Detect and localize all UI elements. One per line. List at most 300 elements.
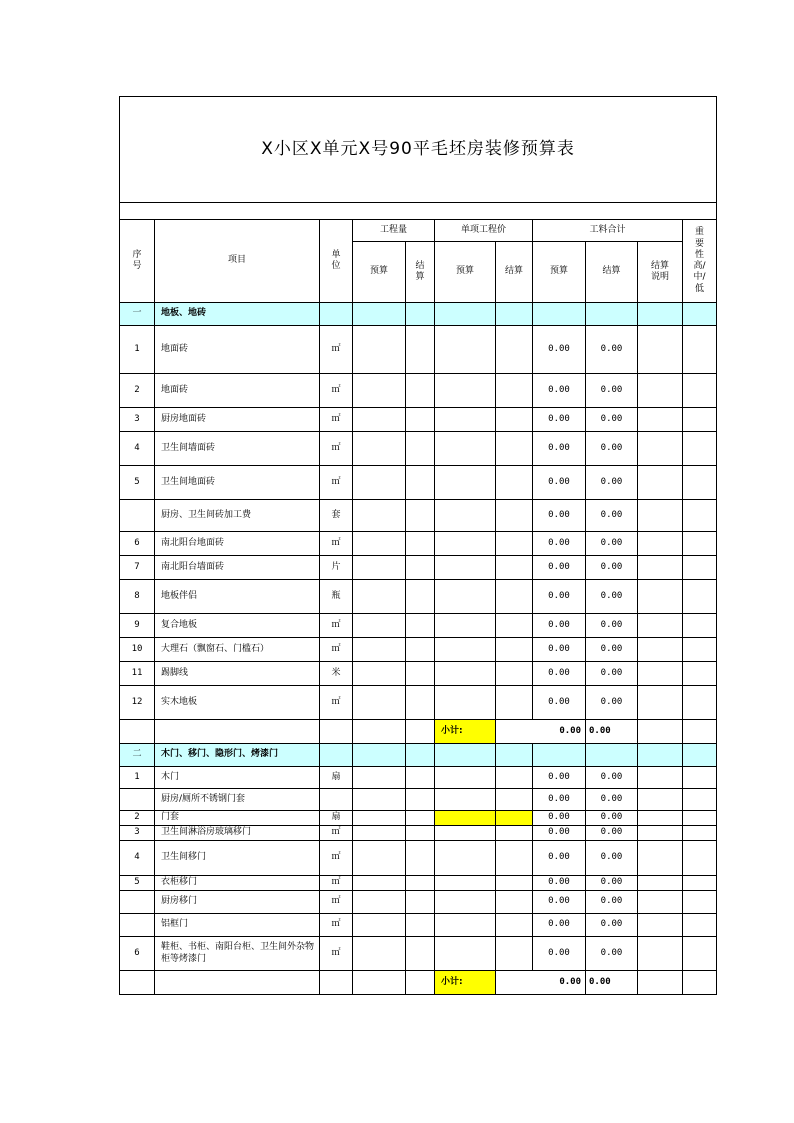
row-unit: 扇 [320,811,353,826]
qty-settle-cell[interactable] [406,326,435,374]
total-settle-cell: 0.00 [586,767,638,789]
qty-settle-cell[interactable] [406,500,435,532]
row-item: 复合地板 [155,614,320,638]
total-budget-cell: 0.00 [533,811,586,826]
table-row [120,937,717,971]
header-unit [320,220,353,303]
row-seq: 1 [120,326,155,374]
qty-settle-cell[interactable] [406,767,435,789]
settle-note-cell[interactable] [638,466,683,500]
subtotal-label: 小计: [435,971,496,995]
empty-cell [120,720,155,744]
row-seq: 7 [120,556,155,580]
qty-settle-cell[interactable] [406,532,435,556]
settle-note-cell[interactable] [638,500,683,532]
total-settle-cell: 0.00 [586,826,638,841]
qty-budget-cell[interactable] [353,686,406,720]
qty-settle-cell[interactable] [406,876,435,891]
importance-cell[interactable] [683,767,717,789]
total-budget-cell: 0.00 [533,580,586,614]
total-budget-cell: 0.00 [533,326,586,374]
row-unit: 套 [320,500,353,532]
price-budget-cell[interactable] [435,876,496,891]
price-budget-cell[interactable] [435,826,496,841]
price-settle-cell[interactable] [496,466,533,500]
qty-budget-cell[interactable] [353,500,406,532]
header-item: 项目 [155,220,320,303]
price-budget-cell[interactable] [435,326,496,374]
qty-budget-cell[interactable] [353,466,406,500]
total-budget-cell: 0.00 [533,662,586,686]
importance-cell[interactable] [683,532,717,556]
empty-cell [406,744,435,767]
price-settle-cell[interactable] [496,326,533,374]
price-settle-cell[interactable] [496,826,533,841]
importance-cell[interactable] [683,841,717,876]
header-settle-note-text: 结算 说明 [650,260,669,282]
empty-cell [496,744,533,767]
row-unit: ㎡ [320,891,353,914]
price-budget-cell[interactable] [435,686,496,720]
empty-cell [638,303,683,326]
qty-settle-cell[interactable] [406,432,435,466]
empty-cell [586,744,638,767]
row-unit: ㎡ [320,532,353,556]
settle-note-cell[interactable] [638,811,683,826]
section-name: 木门、移门、隐形门、烤漆门 [155,744,320,767]
importance-cell[interactable] [683,662,717,686]
qty-settle-cell[interactable] [406,841,435,876]
subtotal-row [120,971,717,995]
settle-note-cell[interactable] [638,532,683,556]
price-budget-cell[interactable] [435,500,496,532]
row-seq: 5 [120,876,155,891]
table-row [120,500,717,532]
qty-settle-cell[interactable] [406,556,435,580]
price-budget-cell[interactable] [435,891,496,914]
price-settle-cell[interactable] [496,891,533,914]
section-number: 一 [120,303,155,326]
row-seq [120,914,155,937]
row-item: 厨房/厕所不锈钢门套 [155,789,320,811]
section-header-row [120,744,717,767]
table-row [120,811,717,826]
row-seq [120,500,155,532]
qty-settle-cell[interactable] [406,811,435,826]
qty-budget-cell[interactable] [353,374,406,408]
qty-budget-cell[interactable] [353,789,406,811]
price-budget-cell[interactable] [435,662,496,686]
total-budget-cell: 0.00 [533,556,586,580]
qty-budget-cell[interactable] [353,408,406,432]
row-unit: ㎡ [320,686,353,720]
price-settle-cell[interactable] [496,432,533,466]
price-settle-cell[interactable] [496,374,533,408]
empty-cell [320,744,353,767]
total-settle-cell: 0.00 [586,408,638,432]
total-settle-cell: 0.00 [586,937,638,971]
empty-cell [320,971,353,995]
section-name: 地板、地砖 [155,303,320,326]
row-unit: 瓶 [320,580,353,614]
importance-cell[interactable] [683,326,717,374]
row-seq: 5 [120,466,155,500]
row-item: 踢脚线 [155,662,320,686]
row-item: 南北阳台地面砖 [155,532,320,556]
price-settle-cell[interactable] [496,686,533,720]
budget-table [119,96,717,995]
sheet-title: X小区X单元X号90平毛坯房装修预算表 [120,97,717,203]
price-settle-cell[interactable] [496,408,533,432]
total-settle-cell: 0.00 [586,686,638,720]
empty-cell [683,303,717,326]
row-seq [120,891,155,914]
qty-budget-cell[interactable] [353,937,406,971]
table-row [120,326,717,374]
settle-note-cell[interactable] [638,789,683,811]
qty-settle-cell[interactable] [406,374,435,408]
settle-note-cell[interactable] [638,614,683,638]
row-item: 卫生间墙面砖 [155,432,320,466]
importance-cell[interactable] [683,614,717,638]
total-budget-cell: 0.00 [533,374,586,408]
qty-budget-cell[interactable] [353,326,406,374]
total-budget-cell: 0.00 [533,638,586,662]
price-settle-cell[interactable] [496,500,533,532]
settle-note-cell[interactable] [638,891,683,914]
row-item: 卫生间淋浴房玻璃移门 [155,826,320,841]
price-budget-cell[interactable] [435,466,496,500]
importance-cell[interactable] [683,408,717,432]
settle-note-cell[interactable] [638,374,683,408]
total-settle-cell: 0.00 [586,556,638,580]
price-settle-cell[interactable] [496,532,533,556]
header-qty-settle [406,242,435,303]
qty-settle-cell[interactable] [406,580,435,614]
importance-cell[interactable] [683,914,717,937]
qty-settle-cell[interactable] [406,408,435,432]
empty-cell [638,744,683,767]
importance-cell[interactable] [683,638,717,662]
total-settle-cell: 0.00 [586,841,638,876]
empty-cell [533,744,586,767]
row-item: 厨房地面砖 [155,408,320,432]
empty-cell [320,303,353,326]
table-row [120,767,717,789]
qty-settle-cell[interactable] [406,662,435,686]
row-unit: ㎡ [320,841,353,876]
qty-budget-cell[interactable] [353,841,406,876]
row-unit: ㎡ [320,466,353,500]
settle-note-cell[interactable] [638,937,683,971]
row-item: 厨房移门 [155,891,320,914]
qty-budget-cell[interactable] [353,662,406,686]
empty-cell [435,303,496,326]
qty-settle-cell[interactable] [406,914,435,937]
price-budget-cell[interactable] [435,374,496,408]
empty-cell [353,971,406,995]
qty-budget-cell[interactable] [353,767,406,789]
price-budget-cell[interactable] [435,914,496,937]
table-row [120,556,717,580]
importance-cell[interactable] [683,500,717,532]
importance-cell[interactable] [683,556,717,580]
price-budget-cell[interactable] [435,811,496,826]
qty-budget-cell[interactable] [353,432,406,466]
empty-cell [683,720,717,744]
empty-cell [353,744,406,767]
header-qty-budget: 预算 [353,242,406,303]
settle-note-cell[interactable] [638,767,683,789]
importance-cell[interactable] [683,826,717,841]
settle-note-cell[interactable] [638,408,683,432]
subtotal-budget: 0.00 [496,971,586,995]
empty-cell [353,303,406,326]
total-budget-cell: 0.00 [533,789,586,811]
price-settle-cell[interactable] [496,614,533,638]
row-seq: 2 [120,374,155,408]
qty-budget-cell[interactable] [353,532,406,556]
header-unit-price: 单项工程价 [435,220,533,242]
row-item: 门套 [155,811,320,826]
settle-note-cell[interactable] [638,580,683,614]
subtotal-settle: 0.00 [586,971,638,995]
price-budget-cell[interactable] [435,408,496,432]
total-budget-cell: 0.00 [533,466,586,500]
header-seq [120,220,155,303]
settle-note-cell[interactable] [638,662,683,686]
empty-cell [406,303,435,326]
price-settle-cell[interactable] [496,937,533,971]
importance-cell[interactable] [683,789,717,811]
total-budget-cell: 0.00 [533,826,586,841]
table-row [120,408,717,432]
table-row [120,789,717,811]
row-unit: ㎡ [320,914,353,937]
header-settle-note [638,242,683,303]
qty-settle-cell[interactable] [406,891,435,914]
price-budget-cell[interactable] [435,789,496,811]
qty-settle-cell[interactable] [406,937,435,971]
table-row [120,841,717,876]
empty-cell [683,971,717,995]
row-item: 地面砖 [155,374,320,408]
price-settle-cell[interactable] [496,662,533,686]
total-budget-cell: 0.00 [533,937,586,971]
row-unit: ㎡ [320,937,353,971]
settle-note-cell[interactable] [638,432,683,466]
importance-cell[interactable] [683,811,717,826]
row-unit: 扇 [320,767,353,789]
qty-settle-cell[interactable] [406,686,435,720]
price-budget-cell[interactable] [435,432,496,466]
importance-cell[interactable] [683,937,717,971]
price-settle-cell[interactable] [496,841,533,876]
empty-cell [406,971,435,995]
price-settle-cell[interactable] [496,767,533,789]
settle-note-cell[interactable] [638,686,683,720]
price-settle-cell[interactable] [496,811,533,826]
total-settle-cell: 0.00 [586,662,638,686]
settle-note-cell[interactable] [638,556,683,580]
price-budget-cell[interactable] [435,841,496,876]
row-item: 鞋柜、书柜、南阳台柜、卫生间外杂物柜等烤漆门 [155,937,320,971]
table-row [120,374,717,408]
price-budget-cell[interactable] [435,532,496,556]
qty-budget-cell[interactable] [353,826,406,841]
header-importance [683,220,717,303]
row-unit [320,789,353,811]
importance-cell[interactable] [683,891,717,914]
settle-note-cell[interactable] [638,826,683,841]
total-settle-cell: 0.00 [586,891,638,914]
table-row [120,432,717,466]
total-settle-cell: 0.00 [586,811,638,826]
row-seq: 2 [120,811,155,826]
table-row [120,826,717,841]
total-budget-cell: 0.00 [533,532,586,556]
row-unit: ㎡ [320,826,353,841]
subtotal-label: 小计: [435,720,496,744]
settle-note-cell[interactable] [638,326,683,374]
subtotal-settle: 0.00 [586,720,638,744]
qty-settle-cell[interactable] [406,466,435,500]
total-settle-cell: 0.00 [586,432,638,466]
empty-cell [586,303,638,326]
empty-cell [320,720,353,744]
header-price-budget: 预算 [435,242,496,303]
empty-cell [533,303,586,326]
row-unit: 片 [320,556,353,580]
row-item: 卫生间移门 [155,841,320,876]
header-total-budget: 预算 [533,242,586,303]
table-row [120,891,717,914]
row-item: 卫生间地面砖 [155,466,320,500]
settle-note-cell[interactable] [638,638,683,662]
subtotal-row [120,720,717,744]
table-row [120,686,717,720]
header-unit-text: 单 位 [331,249,341,271]
total-settle-cell: 0.00 [586,789,638,811]
row-seq: 11 [120,662,155,686]
empty-cell [638,720,683,744]
qty-settle-cell[interactable] [406,826,435,841]
header-seq-text: 序 号 [132,249,142,271]
price-settle-cell[interactable] [496,789,533,811]
row-unit: ㎡ [320,408,353,432]
total-budget-cell: 0.00 [533,408,586,432]
qty-budget-cell[interactable] [353,811,406,826]
importance-cell[interactable] [683,686,717,720]
row-unit: ㎡ [320,638,353,662]
qty-budget-cell[interactable] [353,876,406,891]
price-settle-cell[interactable] [496,556,533,580]
total-budget-cell: 0.00 [533,914,586,937]
row-unit: ㎡ [320,374,353,408]
row-seq: 3 [120,408,155,432]
total-settle-cell: 0.00 [586,638,638,662]
empty-cell [435,744,496,767]
row-item: 南北阳台墙面砖 [155,556,320,580]
price-budget-cell[interactable] [435,937,496,971]
empty-cell [406,720,435,744]
row-seq: 4 [120,841,155,876]
price-budget-cell[interactable] [435,638,496,662]
total-budget-cell: 0.00 [533,432,586,466]
qty-settle-cell[interactable] [406,614,435,638]
price-budget-cell[interactable] [435,556,496,580]
empty-cell [683,744,717,767]
table-row [120,466,717,500]
row-item: 大理石（飘窗石、门槛石） [155,638,320,662]
price-settle-cell[interactable] [496,914,533,937]
table-row [120,638,717,662]
importance-cell[interactable] [683,876,717,891]
qty-budget-cell[interactable] [353,556,406,580]
qty-budget-cell[interactable] [353,914,406,937]
row-seq: 10 [120,638,155,662]
qty-budget-cell[interactable] [353,638,406,662]
price-budget-cell[interactable] [435,580,496,614]
price-settle-cell[interactable] [496,638,533,662]
total-settle-cell: 0.00 [586,532,638,556]
row-unit: ㎡ [320,614,353,638]
row-unit: ㎡ [320,326,353,374]
table-row [120,580,717,614]
total-budget-cell: 0.00 [533,876,586,891]
total-settle-cell: 0.00 [586,914,638,937]
row-seq: 4 [120,432,155,466]
importance-cell[interactable] [683,580,717,614]
row-seq [120,789,155,811]
row-unit: 米 [320,662,353,686]
importance-cell[interactable] [683,432,717,466]
settle-note-cell[interactable] [638,914,683,937]
total-settle-cell: 0.00 [586,614,638,638]
price-settle-cell[interactable] [496,580,533,614]
settle-note-cell[interactable] [638,841,683,876]
row-seq: 1 [120,767,155,789]
total-settle-cell: 0.00 [586,876,638,891]
table-row [120,532,717,556]
price-budget-cell[interactable] [435,614,496,638]
qty-budget-cell[interactable] [353,614,406,638]
importance-cell[interactable] [683,466,717,500]
qty-settle-cell[interactable] [406,638,435,662]
row-item: 实木地板 [155,686,320,720]
total-settle-cell: 0.00 [586,466,638,500]
row-item: 地板伴侣 [155,580,320,614]
table-row [120,662,717,686]
total-budget-cell: 0.00 [533,767,586,789]
price-settle-cell[interactable] [496,876,533,891]
row-seq: 6 [120,937,155,971]
settle-note-cell[interactable] [638,876,683,891]
qty-budget-cell[interactable] [353,891,406,914]
total-budget-cell: 0.00 [533,686,586,720]
spacer-row [120,203,717,220]
row-seq: 8 [120,580,155,614]
qty-settle-cell[interactable] [406,789,435,811]
qty-budget-cell[interactable] [353,580,406,614]
row-unit: ㎡ [320,432,353,466]
table-row [120,914,717,937]
price-budget-cell[interactable] [435,767,496,789]
table-row [120,614,717,638]
total-budget-cell: 0.00 [533,614,586,638]
total-settle-cell: 0.00 [586,500,638,532]
importance-cell[interactable] [683,374,717,408]
